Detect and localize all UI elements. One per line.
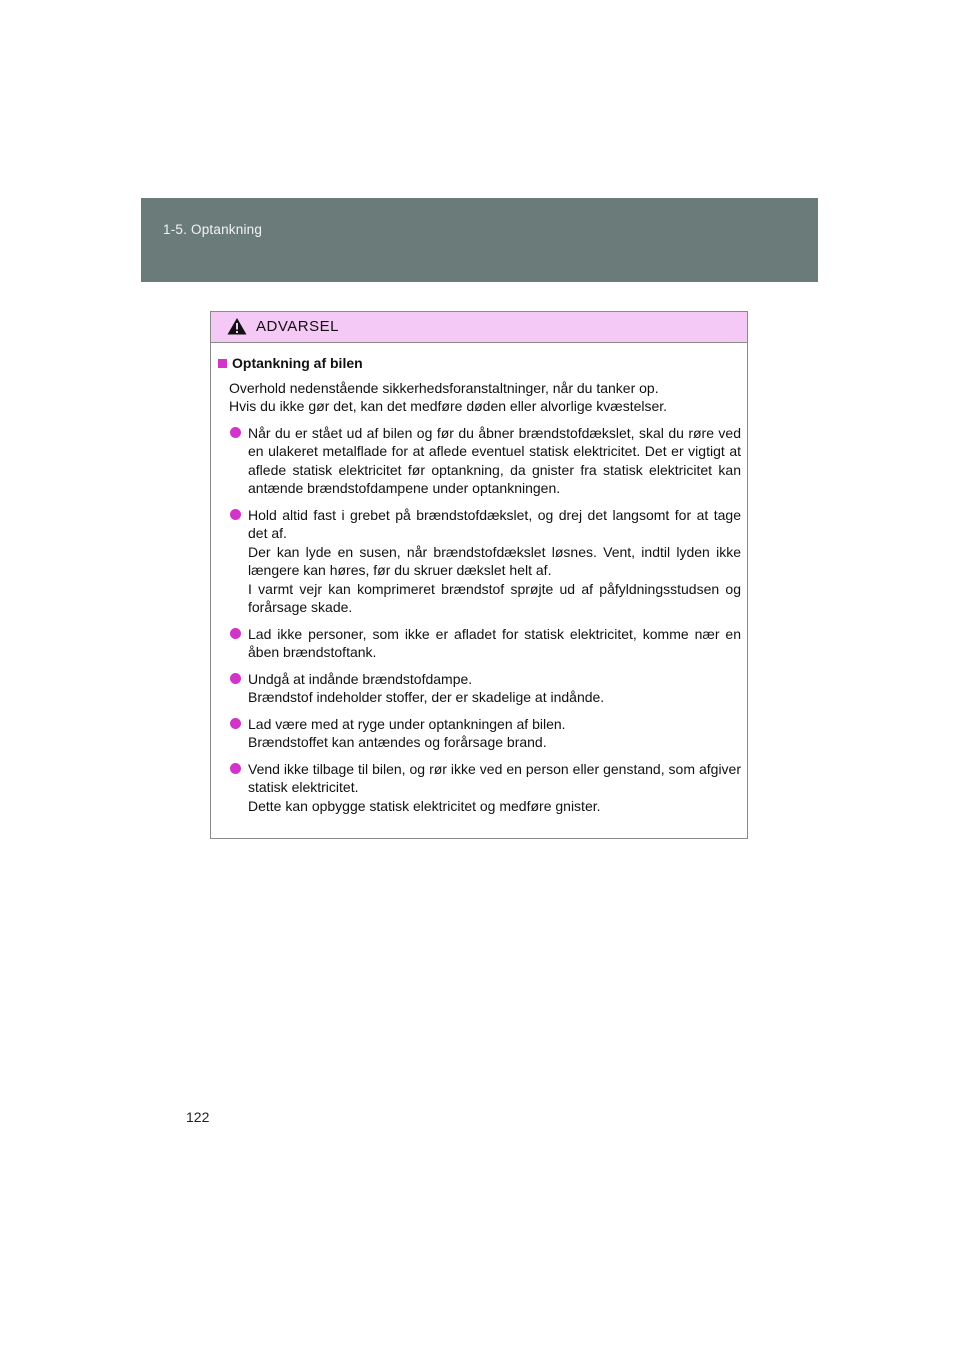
warning-subheading bbox=[217, 354, 741, 373]
warning-bullet bbox=[217, 670, 741, 707]
warning-bullet bbox=[217, 715, 741, 752]
bullet-paragraph: Dette kan opbygge statisk elektricitet og medføre gnister. bbox=[248, 797, 601, 814]
bullet-text bbox=[248, 506, 741, 617]
bullet-paragraph: Lad være med at ryge under optankningen af bilen. bbox=[248, 715, 566, 732]
bullet-paragraph: Lad ikke personer, som ikke er afladet for statisk elektricitet, komme nær en åben brændstoftank. bbox=[248, 625, 741, 660]
round-bullet-icon bbox=[230, 427, 241, 438]
warning-subheading-text: Optankning af bilen bbox=[232, 355, 363, 371]
intro-line: Hvis du ikke gør det, kan det medføre døden eller alvorlige kvæstelser. bbox=[229, 398, 668, 414]
bullet-paragraph: Når du er stået ud af bilen og før du åbner brændstofdækslet, skal du røre ved en ulakeret metalflade for at aflede eventuel statisk elektricitet. Det er vigtigt at aflede statisk elektricitet før optankning, da gnister fra statisk elektricitet kan antænde brændstofdampene under optankningen. bbox=[248, 424, 741, 496]
bullet-paragraph: Vend ikke tilbage til bilen, og rør ikke ved en person eller genstand, som afgiver statisk elektricitet. bbox=[248, 760, 741, 795]
warning-intro bbox=[217, 379, 741, 416]
round-bullet-icon bbox=[230, 763, 241, 774]
section-label: 1-5. Optankning bbox=[163, 222, 263, 237]
warning-box bbox=[210, 311, 748, 839]
bullet-paragraph: I varmt vejr kan komprimeret brændstof sprøjte ud af påfyldningsstudsen og forårsage skade. bbox=[248, 580, 741, 615]
bullet-paragraph: Brændstof indeholder stoffer, der er skadelige at indånde. bbox=[248, 689, 605, 705]
square-bullet-icon bbox=[218, 359, 227, 368]
round-bullet-icon bbox=[230, 509, 241, 520]
bullet-paragraph: Der kan lyde en susen, når brændstofdækslet løsnes. Vent, indtil lyden ikke længere kan høres, før du skruer dækslet helt af. bbox=[248, 543, 741, 578]
bullet-text bbox=[248, 760, 741, 816]
warning-header bbox=[211, 312, 747, 343]
bullet-text bbox=[248, 625, 741, 662]
warning-body bbox=[211, 343, 747, 815]
round-bullet-icon bbox=[230, 718, 241, 729]
round-bullet-icon bbox=[230, 673, 241, 684]
warning-bullet bbox=[217, 424, 741, 498]
warning-bullet bbox=[217, 625, 741, 662]
bullet-paragraph: Brændstoffet kan antændes og forårsage brand. bbox=[248, 734, 547, 750]
warning-triangle-icon bbox=[227, 317, 247, 335]
warning-title: ADVARSEL bbox=[256, 318, 339, 335]
bullet-paragraph: Hold altid fast i grebet på brændstofdækslet, og drej det langsomt for at tage det af. bbox=[248, 506, 741, 541]
page-number: 122 bbox=[186, 1109, 210, 1125]
bullet-text bbox=[248, 670, 741, 707]
round-bullet-icon bbox=[230, 628, 241, 639]
bullet-paragraph: Undgå at indånde brændstofdampe. bbox=[248, 670, 473, 687]
bullet-text bbox=[248, 424, 741, 498]
warning-bullet bbox=[217, 760, 741, 816]
intro-line: Overhold nedenstående sikkerhedsforanstaltninger, når du tanker op. bbox=[229, 379, 659, 396]
bullet-text bbox=[248, 715, 741, 752]
section-header-band bbox=[141, 198, 818, 282]
warning-bullet bbox=[217, 506, 741, 617]
